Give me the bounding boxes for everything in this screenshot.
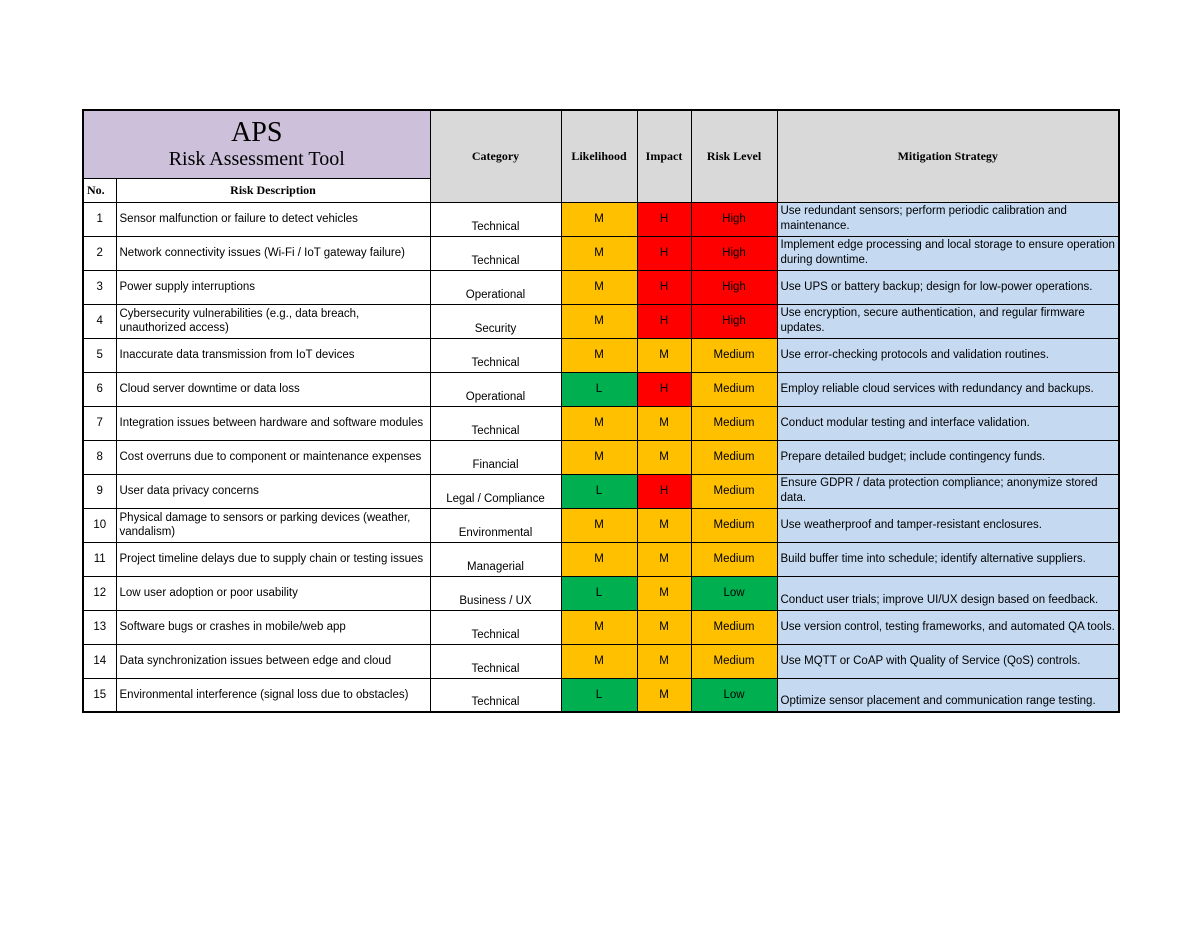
impact-rating: H	[637, 304, 691, 338]
risk-category: Technical	[430, 644, 561, 678]
risk-category: Financial	[430, 440, 561, 474]
likelihood-rating: M	[561, 338, 637, 372]
table-row	[83, 474, 1119, 508]
risk-description: Physical damage to sensors or parking devices (weather, vandalism)	[116, 508, 430, 542]
impact-rating: M	[637, 678, 691, 712]
risk-level: Medium	[691, 372, 777, 406]
row-number: 2	[83, 236, 116, 270]
risk-description: Project timeline delays due to supply chain or testing issues	[116, 542, 430, 576]
risk-level: Medium	[691, 406, 777, 440]
mitigation-strategy: Use weatherproof and tamper-resistant enclosures.	[777, 508, 1119, 542]
row-number: 15	[83, 678, 116, 712]
risk-description: Power supply interruptions	[116, 270, 430, 304]
table-row	[83, 338, 1119, 372]
risk-category: Security	[430, 304, 561, 338]
mitigation-strategy: Use version control, testing frameworks, and automated QA tools.	[777, 610, 1119, 644]
risk-category: Technical	[430, 202, 561, 236]
impact-rating: H	[637, 270, 691, 304]
mitigation-strategy: Use redundant sensors; perform periodic calibration and maintenance.	[777, 202, 1119, 236]
likelihood-rating: M	[561, 440, 637, 474]
table-row	[83, 406, 1119, 440]
title-sub: Risk Assessment Tool	[168, 148, 345, 171]
mitigation-strategy: Prepare detailed budget; include contingency funds.	[777, 440, 1119, 474]
likelihood-rating: M	[561, 304, 637, 338]
mitigation-strategy: Optimize sensor placement and communication range testing.	[777, 678, 1119, 712]
header-mitigation: Mitigation Strategy	[777, 110, 1119, 202]
risk-category: Technical	[430, 338, 561, 372]
risk-level: Medium	[691, 542, 777, 576]
header-likelihood: Likelihood	[561, 110, 637, 202]
table-row	[83, 270, 1119, 304]
mitigation-strategy: Ensure GDPR / data protection compliance; anonymize stored data.	[777, 474, 1119, 508]
title-block	[83, 110, 430, 178]
likelihood-rating: M	[561, 610, 637, 644]
row-number: 4	[83, 304, 116, 338]
likelihood-rating: L	[561, 678, 637, 712]
table-row	[83, 542, 1119, 576]
risk-level: High	[691, 270, 777, 304]
mitigation-strategy: Use error-checking protocols and validation routines.	[777, 338, 1119, 372]
likelihood-rating: M	[561, 236, 637, 270]
risk-level: Medium	[691, 474, 777, 508]
likelihood-rating: M	[561, 202, 637, 236]
impact-rating: H	[637, 236, 691, 270]
risk-assessment-table	[82, 109, 1120, 713]
mitigation-strategy: Use encryption, secure authentication, and regular firmware updates.	[777, 304, 1119, 338]
risk-category: Operational	[430, 270, 561, 304]
impact-rating: M	[637, 338, 691, 372]
risk-description: Cybersecurity vulnerabilities (e.g., data breach, unauthorized access)	[116, 304, 430, 338]
likelihood-rating: M	[561, 644, 637, 678]
risk-level: High	[691, 236, 777, 270]
table-row	[83, 576, 1119, 610]
risk-category: Legal / Compliance	[430, 474, 561, 508]
impact-rating: H	[637, 202, 691, 236]
risk-level: Low	[691, 678, 777, 712]
risk-description: Network connectivity issues (Wi-Fi / IoT gateway failure)	[116, 236, 430, 270]
row-number: 5	[83, 338, 116, 372]
mitigation-strategy: Conduct modular testing and interface validation.	[777, 406, 1119, 440]
row-number: 8	[83, 440, 116, 474]
mitigation-strategy: Build buffer time into schedule; identify alternative suppliers.	[777, 542, 1119, 576]
mitigation-strategy: Conduct user trials; improve UI/UX design based on feedback.	[777, 576, 1119, 610]
risk-category: Technical	[430, 610, 561, 644]
row-number: 12	[83, 576, 116, 610]
row-number: 7	[83, 406, 116, 440]
likelihood-rating: M	[561, 508, 637, 542]
mitigation-strategy: Use MQTT or CoAP with Quality of Service (QoS) controls.	[777, 644, 1119, 678]
risk-description: Integration issues between hardware and software modules	[116, 406, 430, 440]
header-risk-level: Risk Level	[691, 110, 777, 202]
header-category: Category	[430, 110, 561, 202]
mitigation-strategy: Use UPS or battery backup; design for low-power operations.	[777, 270, 1119, 304]
risk-level: High	[691, 202, 777, 236]
header-impact: Impact	[637, 110, 691, 202]
row-number: 11	[83, 542, 116, 576]
risk-category: Operational	[430, 372, 561, 406]
risk-level: Low	[691, 576, 777, 610]
risk-category: Environmental	[430, 508, 561, 542]
risk-description: Sensor malfunction or failure to detect vehicles	[116, 202, 430, 236]
likelihood-rating: M	[561, 406, 637, 440]
risk-category: Technical	[430, 406, 561, 440]
table-row	[83, 644, 1119, 678]
risk-category: Business / UX	[430, 576, 561, 610]
impact-rating: H	[637, 474, 691, 508]
header-no: No.	[83, 178, 116, 202]
risk-description: Cost overruns due to component or maintenance expenses	[116, 440, 430, 474]
table-row	[83, 508, 1119, 542]
row-number: 6	[83, 372, 116, 406]
table-row	[83, 678, 1119, 712]
row-number: 13	[83, 610, 116, 644]
impact-rating: M	[637, 576, 691, 610]
risk-category: Technical	[430, 678, 561, 712]
table-row	[83, 236, 1119, 270]
title-main: APS	[231, 117, 283, 149]
mitigation-strategy: Employ reliable cloud services with redundancy and backups.	[777, 372, 1119, 406]
impact-rating: M	[637, 610, 691, 644]
risk-description: User data privacy concerns	[116, 474, 430, 508]
impact-rating: H	[637, 372, 691, 406]
likelihood-rating: L	[561, 576, 637, 610]
impact-rating: M	[637, 440, 691, 474]
risk-level: Medium	[691, 644, 777, 678]
risk-description: Data synchronization issues between edge and cloud	[116, 644, 430, 678]
impact-rating: M	[637, 644, 691, 678]
mitigation-strategy: Implement edge processing and local storage to ensure operation during downtime.	[777, 236, 1119, 270]
row-number: 14	[83, 644, 116, 678]
table-row	[83, 202, 1119, 236]
row-number: 3	[83, 270, 116, 304]
header-description: Risk Description	[116, 178, 430, 202]
risk-level: High	[691, 304, 777, 338]
risk-description: Environmental interference (signal loss due to obstacles)	[116, 678, 430, 712]
likelihood-rating: M	[561, 542, 637, 576]
row-number: 9	[83, 474, 116, 508]
impact-rating: M	[637, 508, 691, 542]
risk-description: Low user adoption or poor usability	[116, 576, 430, 610]
risk-level: Medium	[691, 440, 777, 474]
risk-level: Medium	[691, 338, 777, 372]
risk-category: Managerial	[430, 542, 561, 576]
risk-level: Medium	[691, 508, 777, 542]
row-number: 10	[83, 508, 116, 542]
risk-level: Medium	[691, 610, 777, 644]
impact-rating: M	[637, 406, 691, 440]
table-row	[83, 372, 1119, 406]
row-number: 1	[83, 202, 116, 236]
likelihood-rating: M	[561, 270, 637, 304]
table-row	[83, 610, 1119, 644]
risk-description: Inaccurate data transmission from IoT devices	[116, 338, 430, 372]
impact-rating: M	[637, 542, 691, 576]
likelihood-rating: L	[561, 474, 637, 508]
risk-category: Technical	[430, 236, 561, 270]
table-row	[83, 440, 1119, 474]
likelihood-rating: L	[561, 372, 637, 406]
risk-description: Cloud server downtime or data loss	[116, 372, 430, 406]
table-row	[83, 304, 1119, 338]
risk-description: Software bugs or crashes in mobile/web app	[116, 610, 430, 644]
